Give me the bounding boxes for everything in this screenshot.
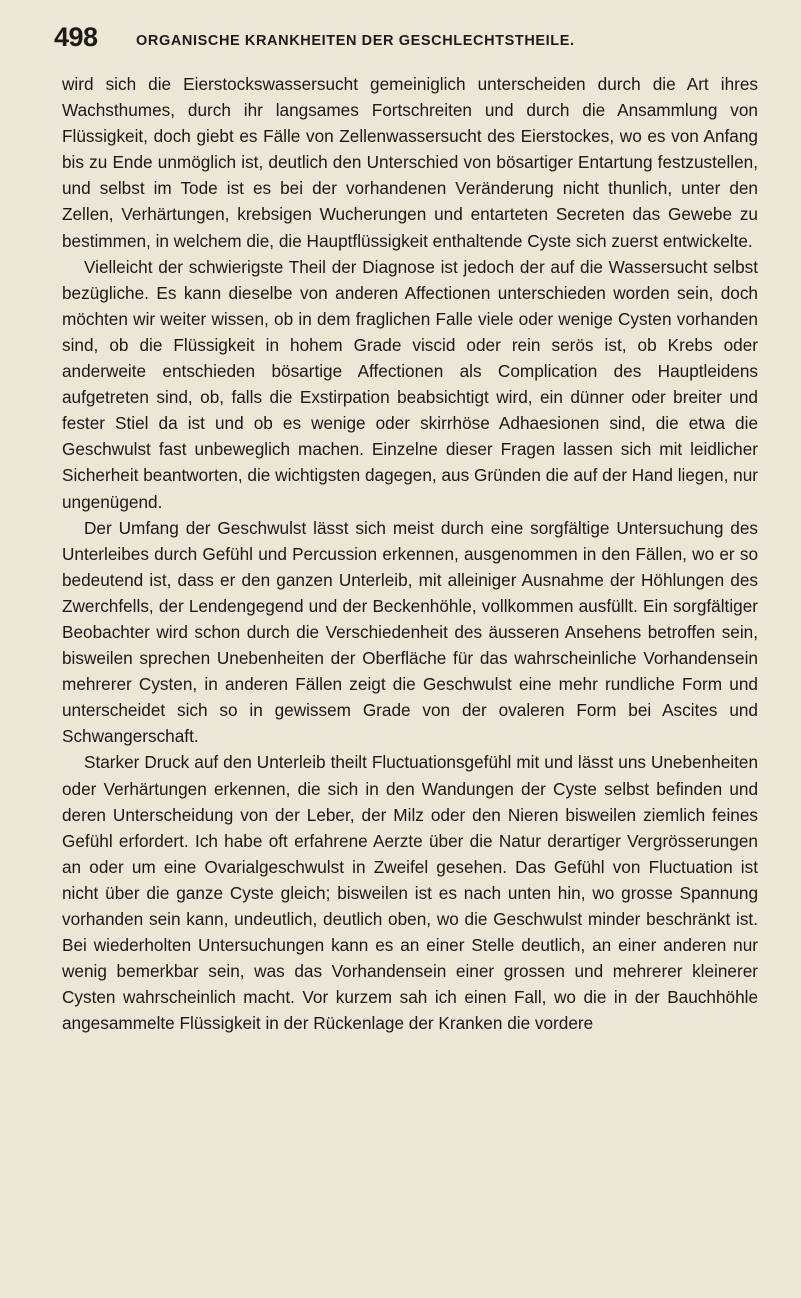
paragraph: Starker Druck auf den Unterleib theilt Fluctuationsgefühl mit und lässt uns Unebenheiten oder Verhärtungen erkennen, die sich in den Wandungen der Cyste selbst befinden und deren Unterscheidung von der Leber, der Milz oder den Nieren bisweilen ziemlich feines Gefühl erfordert. Ich habe oft erfahrene Aerzte über die Natur derartiger Vergrösserungen an oder um eine Ovarialgeschwulst in Zweifel gesehen. Das Gefühl von Fluctuation ist nicht über die ganze Cyste gleich; bisweilen ist es nach unten hin, wo grosse Spannung vorhanden sein kann, undeutlich, deutlich oben, wo die Geschwulst minder beschränkt ist. Bei wiederholten Untersuchungen kann es an einer Stelle deutlich, an einer anderen nur wenig bemerkbar sein, was das Vorhandensein einer grossen und mehrerer kleinerer Cysten wahrscheinlich macht. Vor kurzem sah ich einen Fall, wo die in der Bauchhöhle angesammelte Flüssigkeit in der Rückenlage der Kranken die vordere <box>62 752 758 1034</box>
page-header <box>54 22 760 58</box>
body-text <box>62 71 758 1036</box>
paragraph-continued: wird sich die Eierstockswassersucht gemeiniglich unterscheiden durch die Art ihres Wachsthumes, durch ihr langsames Fortschreiten und durch die Ansammlung von Flüssigkeit, doch giebt es Fälle von Zellenwassersucht des Eierstockes, wo es von Anfang bis zu Ende unmöglich ist, deutlich den Unterschied von bösartiger Entartung festzustellen, und selbst im Tode ist es bei der vorhandenen Veränderung nicht thunlich, unter den Zellen, Verhärtungen, krebsigen Wucherungen und entarteten Secreten das Gewebe zu bestimmen, in welchem die, die Hauptflüssigkeit enthaltende Cyste sich zuerst entwickelte. <box>62 74 758 251</box>
page-number: 498 <box>54 22 98 52</box>
paragraph: Der Umfang der Geschwulst lässt sich meist durch eine sorgfältige Untersuchung des Unterleibes durch Gefühl und Percussion erkennen, ausgenommen in den Fällen, wo er so bedeutend ist, dass er den ganzen Unterleib, mit alleiniger Ausnahme der Höhlungen des Zwerchfells, der Lendengegend und der Beckenhöhle, vollkommen ausfüllt. Ein sorgfältiger Beobachter wird schon durch die Verschiedenheit des äusseren Ansehens betroffen sein, bisweilen sprechen Unebenheiten der Oberfläche für das wahrscheinliche Vorhandensein mehrerer Cysten, in anderen Fällen zeigt die Geschwulst eine mehr rundliche Form und unterscheidet sich so in gewissem Grade von der ovaleren Form bei Ascites und Schwangerschaft. <box>62 517 758 747</box>
paragraph: Vielleicht der schwierigste Theil der Diagnose ist jedoch der auf die Wassersucht selbst bezügliche. Es kann dieselbe von anderen Affectionen unterschieden worden sein, doch möchten wir weiter wissen, ob in dem fraglichen Falle viele oder wenige Cysten vorhanden sind, ob die Flüssigkeit in hohem Grade viscid oder rein serös ist, ob Krebs oder anderweite entschieden bösartige Affectionen als Complication des Hauptleidens aufgetreten sind, ob, falls die Exstirpation beabsichtigt wird, ein dünner oder breiter und fester Stiel da ist und ob es wenige oder skirrhöse Adhaesionen sind, die etwa die Geschwulst fast unbeweglich machen. Einzelne dieser Fragen lassen sich mit leidlicher Sicherheit beantworten, die wichtigsten dagegen, aus Gründen die auf der Hand liegen, nur ungenügend. <box>62 256 758 512</box>
running-head: ORGANISCHE KRANKHEITEN DER GESCHLECHTSTHEILE. <box>136 33 575 49</box>
